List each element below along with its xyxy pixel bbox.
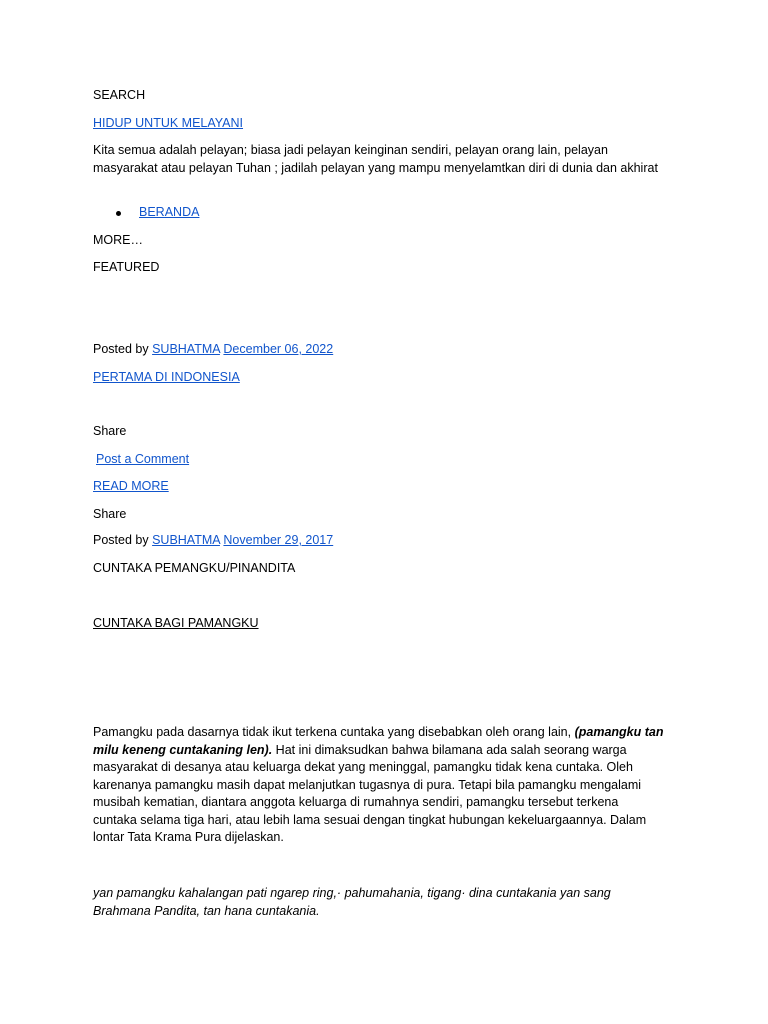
read-more-link[interactable]: READ MORE xyxy=(93,479,169,493)
post-meta xyxy=(93,341,673,359)
read-more-wrap[interactable] xyxy=(93,478,673,496)
post-meta-2 xyxy=(93,532,673,550)
post-title-wrap[interactable] xyxy=(93,369,673,387)
post-body-part1: Pamangku pada dasarnya tidak ikut terkena cuntaka yang disebabkan oleh orang lain, xyxy=(93,725,575,739)
more-menu[interactable]: MORE… xyxy=(93,233,143,247)
post-comment-link[interactable]: Post a Comment xyxy=(96,452,190,466)
share-button-2[interactable]: Share xyxy=(93,507,127,521)
blog-title-link-wrap[interactable] xyxy=(93,115,673,133)
featured-label: FEATURED xyxy=(93,260,160,274)
bullet-icon xyxy=(116,211,121,216)
post-subheading: CUNTAKA BAGI PAMANGKU xyxy=(93,616,259,630)
post-author-link[interactable]: SUBHATMA xyxy=(152,342,220,356)
post-date-link[interactable]: December 06, 2022 xyxy=(223,342,334,356)
posted-by-prefix-2: Posted by xyxy=(93,533,149,547)
search-label[interactable]: SEARCH xyxy=(93,88,146,102)
post-comment-wrap[interactable] xyxy=(93,451,676,469)
post-title-link[interactable]: PERTAMA DI INDONESIA xyxy=(93,370,240,384)
share-button[interactable]: Share xyxy=(93,424,127,438)
post-body-part2: Hat ini dimaksudkan bahwa bilamana ada salah seorang warga masyarakat di desanya atau keluarga dekat yang meninggal, pamangku tidak kena cuntaka. Oleh karenanya pamangku masih dapat melanjutkan tugasnya di pura. Tetapi bila pamangku mengalami musibah kematian, diantara anggota keluarga di rumahnya sendiri, pamangku tersebut terkena cuntaka selama tiga hari, atau lebih lama sesuai dengan tingkat hubungan kekeluargaannya. Dalam lontar Tata Krama Pura dijelaskan. xyxy=(93,742,647,844)
nav-item-beranda-label[interactable]: BERANDA xyxy=(139,205,200,219)
post-title-2: CUNTAKA PEMANGKU/PINANDITA xyxy=(93,561,296,575)
post-quote: yan pamangku kahalangan pati ngarep ring,· pahumahania, tigang· dina cuntakania yan sang Brahmana Pandita, tan hana cuntakania. xyxy=(93,886,611,918)
posted-by-prefix: Posted by xyxy=(93,342,149,356)
post-body-emphasis: (pamangku tan milu keneng cuntakaning len). xyxy=(93,725,664,757)
post-body xyxy=(93,724,665,847)
blog-title-link[interactable]: HIDUP UNTUK MELAYANI xyxy=(93,116,244,130)
post-author-link-2[interactable]: SUBHATMA xyxy=(152,533,220,547)
blog-description: Kita semua adalah pelayan; biasa jadi pelayan keinginan sendiri, pelayan orang lain, pelayan masyarakat atau pelayan Tuhan ; jadilah pelayan yang mampu menyelamtkan diri di dunia dan akhirat xyxy=(93,143,658,175)
post-date-link-2[interactable]: November 29, 2017 xyxy=(223,533,334,547)
